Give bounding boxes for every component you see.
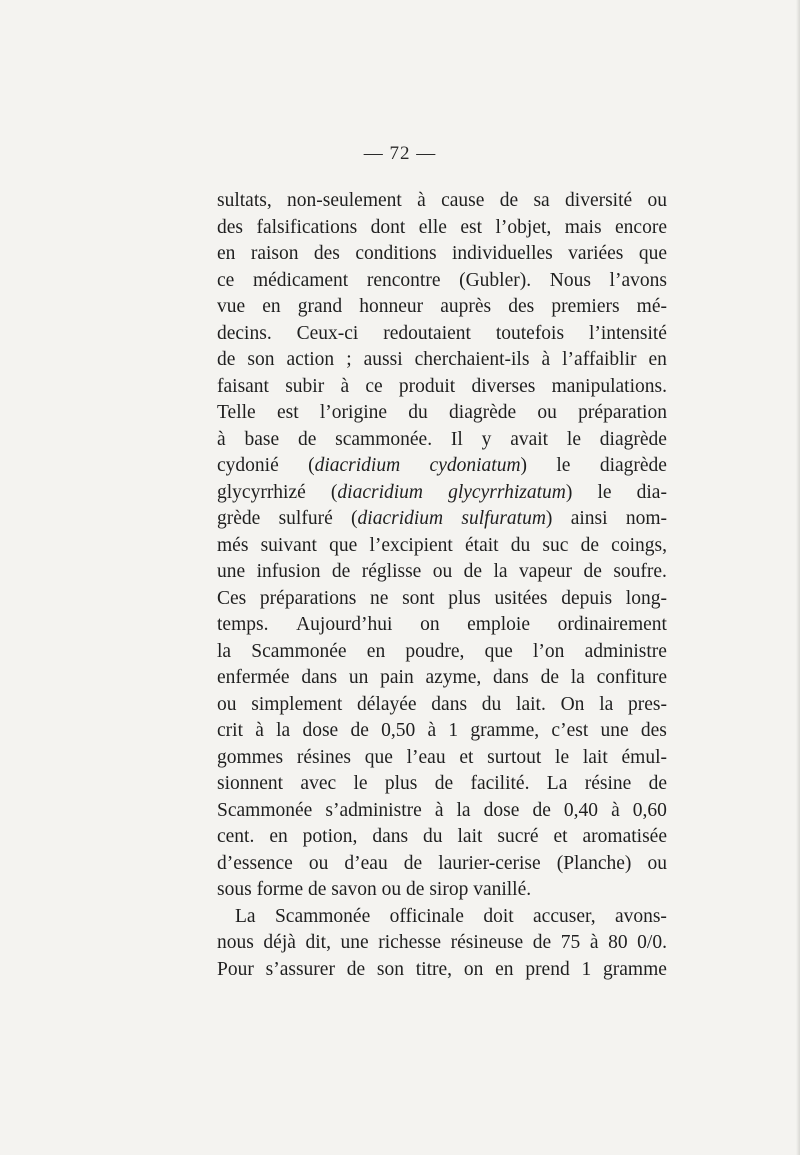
word: nous [217, 932, 254, 953]
word: de [532, 799, 551, 821]
word: prend [525, 958, 570, 980]
word: diverses [471, 375, 536, 397]
word: lait [582, 746, 608, 768]
text-line [217, 374, 667, 401]
word: 1 [581, 958, 592, 980]
word: à [340, 375, 350, 397]
word: Ces [217, 587, 247, 609]
text-line [217, 559, 667, 586]
word: de [540, 667, 559, 688]
word: diversité [565, 190, 633, 211]
word: glycyrrhizé [217, 481, 306, 503]
word: ou [537, 402, 557, 423]
word: et [553, 826, 568, 847]
word: Ceux-ci [296, 322, 359, 344]
word: potion, [302, 826, 358, 847]
word: une [217, 561, 246, 582]
word: plus [448, 587, 481, 609]
word: en [262, 296, 281, 317]
word: l’objet, [495, 216, 552, 238]
word: doit [483, 905, 514, 927]
word: une [340, 932, 369, 953]
word: le [353, 773, 368, 794]
word: l’origine [319, 402, 388, 423]
word: émul- [621, 746, 667, 768]
word: la [217, 640, 232, 662]
word: préparations [259, 587, 357, 609]
word: plus [384, 773, 418, 794]
word: des [217, 216, 243, 238]
word: des [640, 720, 667, 741]
word: une [600, 720, 629, 741]
word: sucré [497, 826, 539, 847]
word: de [499, 190, 519, 211]
text-line [217, 268, 667, 295]
word: Nous [549, 269, 591, 291]
word: simplement [251, 693, 343, 715]
word: est [460, 216, 483, 238]
word: administre [584, 640, 667, 662]
text-line [217, 586, 667, 613]
word: sont [402, 587, 435, 609]
word: 0,40 [563, 799, 599, 821]
word: Scammonée [217, 799, 313, 821]
word: ou [647, 190, 667, 211]
word: produit [398, 375, 456, 397]
word: c’est [551, 720, 589, 741]
word: dit, [305, 932, 331, 953]
text-line [217, 718, 667, 745]
word: avons- [614, 905, 667, 927]
word: (diacridium [351, 508, 444, 529]
page-number: — 72 — [363, 143, 437, 164]
word: action [286, 349, 335, 370]
word: dose [302, 720, 339, 741]
word: de [350, 720, 369, 741]
word: de [532, 932, 552, 953]
text-line [217, 692, 667, 719]
word: le [566, 428, 581, 450]
word: savon [331, 879, 377, 900]
text-line [217, 877, 667, 904]
word: honneur [359, 296, 424, 317]
word: (Planche) [556, 852, 632, 874]
word: ordinairement [557, 614, 667, 635]
word: son [376, 958, 404, 980]
word: decins. [217, 322, 272, 344]
word: sulfuratum) [461, 508, 553, 529]
text-line [217, 957, 667, 984]
word: suivant [260, 534, 317, 556]
word: ; [346, 349, 352, 370]
word: la [570, 667, 585, 688]
word: l’excipient [369, 534, 453, 556]
word: ou [217, 693, 237, 715]
word: y [481, 428, 492, 450]
word: la [493, 561, 508, 582]
word: grède [217, 508, 261, 529]
word: forme [256, 879, 304, 900]
word: temps. [217, 614, 269, 635]
word: sionnent [217, 773, 284, 794]
word: 0,50 [381, 720, 416, 741]
word: de [583, 561, 602, 582]
word: enfermée [217, 667, 290, 688]
word: à [611, 799, 620, 821]
word: s’assurer [265, 958, 335, 980]
word: scammonée. [335, 428, 433, 450]
word: cydonié [217, 455, 279, 476]
word: de [580, 534, 599, 556]
word: vanillé. [473, 879, 532, 900]
word: le [556, 455, 571, 476]
word: sultats, [217, 190, 272, 211]
word: des [313, 243, 340, 264]
word: des [508, 296, 535, 317]
text-line [217, 453, 667, 480]
word: de [403, 852, 423, 874]
word: en [366, 640, 386, 662]
word: son [247, 349, 275, 370]
word: résine [584, 773, 632, 794]
word: ne [369, 587, 389, 609]
word: 0,60 [632, 799, 667, 821]
word: 75 [560, 932, 581, 953]
word: la [456, 799, 471, 821]
text-line [217, 427, 667, 454]
word: aussi [363, 349, 403, 370]
word: lait [457, 826, 483, 847]
word: que [638, 243, 667, 264]
word: raison [250, 243, 299, 264]
word: gramme [603, 958, 667, 980]
word: Il [450, 428, 463, 450]
word: (diacridium [330, 481, 423, 503]
word: més [217, 534, 249, 556]
text-line [217, 745, 667, 772]
word: l’on [533, 640, 565, 662]
text-line [217, 347, 667, 374]
word: que [484, 640, 513, 662]
word: et [459, 746, 474, 768]
word: diagrède [449, 402, 517, 423]
word: à [541, 349, 551, 370]
word: premiers [551, 296, 620, 317]
text-line [217, 215, 667, 242]
word: cherchaient-ils [414, 349, 530, 370]
word: (diacridium [308, 455, 401, 476]
word: du [408, 402, 428, 423]
word: officinale [389, 905, 464, 927]
word: cause [441, 190, 485, 211]
word: gramme, [470, 720, 540, 741]
text-line [217, 930, 667, 957]
word: conditions [355, 243, 437, 264]
word: la [276, 720, 291, 741]
word: l’intensité [588, 322, 667, 344]
text-line [217, 851, 667, 878]
word: ou [647, 852, 667, 874]
word: lait. [516, 693, 546, 715]
word: subir [285, 375, 325, 397]
word: manipulations. [551, 375, 667, 397]
word: grand [297, 296, 343, 317]
word: à [427, 720, 437, 741]
text-line [217, 321, 667, 348]
word: délayée [357, 693, 417, 715]
word: le [597, 481, 612, 503]
word: médicament [252, 269, 349, 291]
word: en [269, 826, 288, 847]
word: ou [308, 852, 329, 874]
word: usitées [494, 587, 548, 609]
word: dans [493, 667, 529, 688]
word: dia- [636, 481, 667, 503]
word: Pour [217, 958, 254, 980]
word: infusion [256, 561, 321, 582]
word: gommes [217, 746, 284, 768]
word: préparation [578, 402, 667, 423]
word: ainsi [570, 508, 608, 529]
word: poudre, [405, 640, 465, 662]
word: crit [217, 720, 243, 741]
word: glycyrrhizatum) [448, 481, 573, 503]
word: non-seulement [287, 190, 402, 211]
word: faisant [217, 375, 269, 397]
word: de [308, 879, 327, 900]
word: de [648, 773, 667, 794]
text-line [217, 771, 667, 798]
word: falsifications [256, 216, 358, 238]
word: Aujourd’hui [296, 614, 393, 635]
word: (Gubler). [459, 269, 532, 291]
word: de [463, 561, 483, 582]
word: nom- [625, 508, 667, 529]
word: rencontre [366, 269, 441, 291]
word: vapeur [519, 561, 573, 582]
word: de [217, 349, 236, 370]
word: à [589, 932, 599, 953]
word: déjà [263, 932, 296, 953]
word: à [417, 190, 426, 211]
word: auprès [440, 296, 492, 317]
word: d’essence [217, 852, 293, 874]
word: 1 [448, 720, 459, 741]
word: la [599, 693, 614, 715]
word: dose [483, 799, 520, 821]
text-line [217, 400, 667, 427]
word: dans [431, 693, 468, 715]
word: à [255, 720, 264, 741]
word: pain [380, 667, 414, 688]
word: richesse [378, 932, 442, 953]
word: cent. [217, 826, 255, 847]
word: d’eau [344, 852, 388, 874]
word: dont [370, 216, 406, 238]
word: avec [300, 773, 337, 794]
word: mé- [636, 296, 667, 317]
word: en [217, 243, 236, 264]
word: coings, [611, 534, 667, 556]
word: en [648, 349, 667, 370]
word: ce [217, 269, 235, 291]
word: ou [432, 561, 453, 582]
text-line [217, 506, 667, 533]
word: La [235, 905, 256, 927]
word: vue [217, 296, 246, 317]
text-line [217, 904, 667, 931]
body-text [217, 188, 667, 983]
word: à [217, 428, 226, 450]
word: elle [418, 216, 447, 238]
word: long- [625, 587, 667, 609]
word: de [434, 773, 454, 794]
text-line [217, 612, 667, 639]
word: que [364, 746, 393, 768]
word: cydoniatum) [429, 455, 528, 476]
word: mais [564, 216, 602, 238]
word: sa [533, 190, 550, 211]
word: résines [296, 746, 351, 768]
word: réglisse [361, 561, 422, 582]
word: diagrède [599, 428, 667, 450]
word: variées [568, 243, 624, 264]
text-line [217, 665, 667, 692]
word: 0/0. [637, 932, 667, 953]
text-line [217, 241, 667, 268]
word: La [546, 773, 568, 794]
word: du [423, 826, 443, 847]
word: sulfuré [278, 508, 333, 529]
text-line [217, 480, 667, 507]
word: du [481, 693, 502, 715]
word: depuis [561, 587, 613, 609]
word: le [555, 746, 570, 768]
text-line [217, 188, 667, 215]
text-line [217, 533, 667, 560]
word: Scammonée [251, 640, 347, 662]
word: 80 [608, 932, 628, 953]
word: l’eau [406, 746, 446, 768]
word: diagrède [599, 455, 667, 476]
text-line [217, 824, 667, 851]
word: est [276, 402, 299, 423]
word: accuser, [533, 905, 596, 927]
word: titre, [415, 958, 453, 980]
word: un [348, 667, 369, 688]
word: individuelles [452, 243, 553, 264]
word: était [465, 534, 499, 556]
word: dans [372, 826, 409, 847]
word: aromatisée [582, 826, 667, 847]
text-line [217, 294, 667, 321]
word: l’avons [609, 269, 667, 291]
word: facilité. [470, 773, 530, 794]
word: Telle [217, 402, 256, 423]
text-line [217, 798, 667, 825]
word: sirop [429, 879, 469, 900]
word: soufre. [613, 561, 667, 582]
word: laurier-cerise [438, 852, 541, 874]
word: s’administre [325, 799, 422, 821]
word: de [331, 561, 351, 582]
page-edge [796, 0, 800, 1155]
word: l’affaiblir [562, 349, 637, 370]
word: ou [381, 879, 402, 900]
word: surtout [487, 746, 542, 768]
word: en [495, 958, 514, 980]
word: avait [510, 428, 549, 450]
word: de [346, 958, 366, 980]
word: encore [615, 216, 667, 238]
word: emploie [467, 614, 530, 635]
word: dans [301, 667, 338, 688]
word: sous [217, 879, 252, 900]
word: résineuse [450, 932, 524, 953]
word: on [420, 614, 440, 635]
word: ce [365, 375, 383, 397]
word: suc [542, 534, 569, 556]
text-line [217, 639, 667, 666]
word: à [434, 799, 444, 821]
word: du [510, 534, 531, 556]
word: que [329, 534, 358, 556]
word: base [244, 428, 280, 450]
word: toutefois [495, 322, 565, 344]
word: On [560, 693, 585, 715]
word: redoutaient [383, 322, 471, 344]
word: azyme, [425, 667, 482, 688]
word: on [463, 958, 484, 980]
word: de [297, 428, 317, 450]
word: de [406, 879, 425, 900]
word: Scammonée [274, 905, 371, 927]
word: pres- [628, 693, 667, 715]
word: confiture [596, 667, 667, 688]
